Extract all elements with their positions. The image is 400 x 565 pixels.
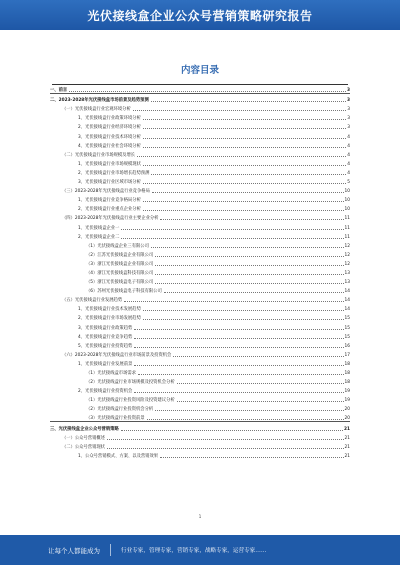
toc-entry-page: 10 [344,189,350,195]
toc-entry-label: （一）光伏接线盒行业宏观环境分析 [62,107,131,113]
toc-entry[interactable] [50,212,350,221]
toc-leader-dots [121,228,343,230]
toc-entry[interactable] [50,367,350,376]
toc-leader-dots [124,300,343,302]
toc-entry-page: 3 [347,116,350,122]
report-header [0,0,400,30]
toc-entry-label: 1、光伏接线盒行业市场规模现状 [78,161,141,167]
toc-entry-page: 4 [347,143,350,149]
toc-entry-page: 14 [344,298,350,304]
toc-entry-label: 3、光伏接线盒行业技术环境分析 [78,134,141,140]
toc-leader-dots [143,182,346,184]
toc-leader-dots [107,447,344,449]
toc-entry-page: 13 [344,270,350,276]
toc-leader-dots [147,418,344,420]
toc-entry-page: 3 [347,88,350,94]
toc-entry[interactable] [50,267,350,276]
toc-leader-dots [143,118,346,120]
toc-entry-page: 14 [344,307,350,313]
toc-entry-page: 3 [347,98,350,104]
toc-leader-dots [133,109,347,111]
toc-entry-page: 18 [344,371,350,376]
toc-entry-page: 12 [344,243,350,249]
toc-entry-page: 5 [347,180,350,186]
toc-leader-dots [151,173,346,175]
toc-entry-page: 17 [344,352,350,358]
toc-entry-page: 15 [344,325,350,331]
toc-entry[interactable] [50,121,350,130]
toc-leader-dots [121,237,343,239]
toc-leader-dots [143,164,346,166]
toc-entry-page: 11 [344,234,350,240]
toc-entry-page: 18 [344,380,350,386]
toc-entry[interactable] [50,394,350,403]
toc-entry[interactable] [50,285,350,294]
toc-entry-label: 三、光伏接线盒企业公众号营销策略 [50,426,119,432]
toc-entry-label: 3、光伏接线盒行业政策趋势 [78,325,133,331]
toc-entry[interactable] [50,194,350,203]
toc-entry-label: 2、光伏接线盒行业市场发展趋势 [78,316,141,322]
toc-entry[interactable] [50,321,350,330]
toc-entry-label: （五）光伏接线盒行业发展趋势 [62,298,123,304]
toc-entry-page: 21 [344,444,350,450]
toc-leader-dots [152,191,344,193]
toc-leader-dots [143,200,344,202]
toc-leader-dots [155,409,343,411]
toc-entry-label: 4、光伏接线盒行业社会环境分析 [78,143,141,149]
toc-entry-label: 2、光伏接线盒企业二 [78,234,120,240]
toc-entry[interactable] [50,331,350,340]
toc-entry[interactable] [50,84,350,94]
toc-entry[interactable] [50,340,350,349]
toc-entry[interactable] [50,112,350,121]
toc-leader-dots [143,209,344,211]
toc-entry-page: 20 [344,407,350,413]
toc-leader-dots [155,255,343,257]
toc-leader-dots [155,282,343,284]
toc-entry-label: （三）2023-2028年光伏接线盒行业竞争格局 [62,189,150,195]
footer-roles: 行业专家，管理专家，营销专家，战略专家，运营专家…… [121,548,267,554]
toc-entry[interactable] [50,303,350,312]
toc-entry-label: （1）光伏接线盒企业三有限公司 [86,243,149,249]
toc-leader-dots [134,364,343,366]
toc-entry-page: 4 [347,134,350,140]
toc-entry-label: （2）光伏接线盒行业投资机会分析 [86,407,154,413]
toc-leader-dots [160,218,343,220]
toc-entry[interactable] [50,240,350,249]
toc-entry-page: 3 [347,125,350,131]
toc-leader-dots [134,391,343,393]
toc-entry-label: （1）光伏接线盒市场需求 [86,371,136,376]
toc-entry[interactable] [50,185,350,194]
toc-leader-dots [164,291,344,293]
toc-entry-label: 2、光伏接线盒行业市场增长趋势预测 [78,170,150,176]
toc-entry-page: 10 [344,207,350,213]
toc-leader-dots [155,273,343,275]
toc-entry[interactable] [50,422,350,431]
toc-entry-label: 一、前言 [50,88,68,94]
toc-entry-page: 3 [347,107,350,113]
toc-entry-page: 13 [344,280,350,286]
toc-entry[interactable] [50,376,350,385]
toc-leader-dots [177,400,344,402]
toc-leader-dots [177,382,344,384]
toc-entry-page: 11 [344,216,350,222]
page-number: 1 [198,514,202,519]
footer-bar [0,535,400,565]
toc-leader-dots [143,309,344,311]
toc-entry-page: 12 [344,252,350,258]
toc-entry-label: （4）浙江光伏接线盒科技有限公司 [86,270,154,276]
toc-entry[interactable] [50,412,350,422]
toc-entry-label: （一）公众号营销概述 [62,435,105,441]
toc-entry-page: 15 [344,334,350,340]
toc-leader-dots [107,438,344,440]
toc-entry[interactable] [50,149,350,158]
toc-entry[interactable] [50,231,350,240]
toc-leader-dots [134,346,343,348]
toc-entry[interactable] [50,158,350,167]
toc-entry-label: （四）2023-2028年光伏接线盒行业主要企业分析 [62,216,159,222]
toc-entry-page: 21 [344,453,350,459]
toc-entry-page: 4 [347,161,350,167]
toc-entry-label: （3）浙江光伏接线盒企业有限公司 [86,261,154,267]
toc-leader-dots [143,146,346,148]
toc-leader-dots [143,127,346,129]
toc-entry[interactable] [50,385,350,394]
toc-entry-label: 4、光伏接线盒行业竞争趋势 [78,334,133,340]
toc-entry-label: （1）光伏接线盒行业投资风险及投资建议分析 [86,398,175,404]
toc-entry-page: 19 [344,398,350,404]
toc-entry[interactable] [50,103,350,112]
toc-entry[interactable] [50,349,350,358]
toc-leader-dots [151,246,344,248]
toc-entry-label: 二、2023-2028年光伏接线盒市场前景及趋势预测 [50,98,149,104]
table-of-contents [50,84,350,459]
toc-entry[interactable] [50,450,350,459]
footer-divider [110,544,111,556]
toc-entry-page: 18 [344,361,350,367]
toc-leader-dots [138,373,344,375]
toc-entry[interactable] [50,312,350,321]
toc-entry-label: 3、光伏接线盒行业区域市场分析 [78,180,141,186]
toc-entry-page: 14 [344,289,350,295]
toc-leader-dots [137,155,346,157]
toc-entry[interactable] [50,130,350,139]
toc-entry[interactable] [50,249,350,258]
toc-entry-page: 21 [344,435,350,441]
toc-entry-label: 1、光伏接线盒企业一 [78,225,120,231]
toc-leader-dots [173,355,343,357]
toc-entry[interactable] [50,276,350,285]
toc-entry-label: （5）浙江光伏接线盒电子有限公司 [86,280,154,286]
toc-entry[interactable] [50,358,350,367]
toc-leader-dots [143,137,346,139]
toc-entry[interactable] [50,403,350,412]
toc-entry[interactable] [50,203,350,212]
toc-entry-page: 21 [344,426,350,432]
toc-entry[interactable] [50,221,350,230]
toc-leader-dots [160,456,343,458]
toc-entry-label: 2、光伏接线盒行业经济环境分析 [78,125,141,131]
toc-leader-dots [155,264,343,266]
toc-entry[interactable] [50,167,350,176]
toc-entry-page: 4 [347,152,350,158]
toc-entry-label: （二）公众号营销现状 [62,444,105,450]
toc-entry[interactable] [50,294,350,303]
toc-entry-label: 1、光伏接线盒行业发展前景 [78,361,133,367]
toc-entry-label: 5、光伏接线盒行业投资趋势 [78,343,133,349]
report-title: 光伏接线盒企业公众号营销策略研究报告 [87,8,313,23]
toc-entry-label: 2、光伏接线盒行业投资机会 [78,389,133,395]
toc-entry-label: 2、光伏接线盒行业重点企业分析 [78,207,141,213]
toc-entry-page: 11 [344,225,350,231]
toc-entry-page: 12 [344,261,350,267]
toc-entry-page: 15 [344,316,350,322]
toc-leader-dots [143,318,344,320]
toc-leader-dots [151,100,346,102]
toc-entry[interactable] [50,441,350,450]
toc-entry-label: 1、光伏接线盒行业竞争格局分析 [78,198,141,204]
toc-entry[interactable] [50,176,350,185]
toc-leader-dots [134,328,343,330]
toc-entry-page: 10 [344,198,350,204]
toc-entry-page: 16 [344,343,350,349]
toc-entry-label: （3）光伏接线盒行业投资前景 [86,416,145,422]
toc-entry-label: 1、公众号营销模式、方案、以及营销效果 [78,453,159,459]
toc-entry[interactable] [50,94,350,103]
toc-entry-label: （2）光伏接线盒行业市场规模及投资机会分析 [86,380,175,386]
toc-entry[interactable] [50,432,350,441]
contents-title: 内容目录 [180,65,219,76]
toc-entry-page: 20 [344,416,350,422]
footer-slogan: 让每个人都能成为 [48,546,100,555]
toc-entry-page: 4 [347,170,350,176]
toc-entry-label: 1、光伏接线盒行业技术发展趋势 [78,307,141,313]
toc-leader-dots [121,429,343,431]
toc-entry-label: （六）2023-2028年光伏接线盒行业市场前景及投资机会 [62,352,172,358]
toc-leader-dots [69,90,346,92]
toc-entry-label: 1、光伏接线盒行业政策环境分析 [78,116,141,122]
toc-entry[interactable] [50,258,350,267]
toc-entry-label: （6）苏州光伏接线盒电子科技有限公司 [86,289,162,295]
toc-leader-dots [134,337,343,339]
toc-entry-label: （二）光伏接线盒行业市场规模及增长 [62,152,136,158]
toc-entry-label: （2）江苏光伏接线盒企业有限公司 [86,252,154,258]
toc-entry[interactable] [50,140,350,149]
toc-entry-page: 19 [344,389,350,395]
